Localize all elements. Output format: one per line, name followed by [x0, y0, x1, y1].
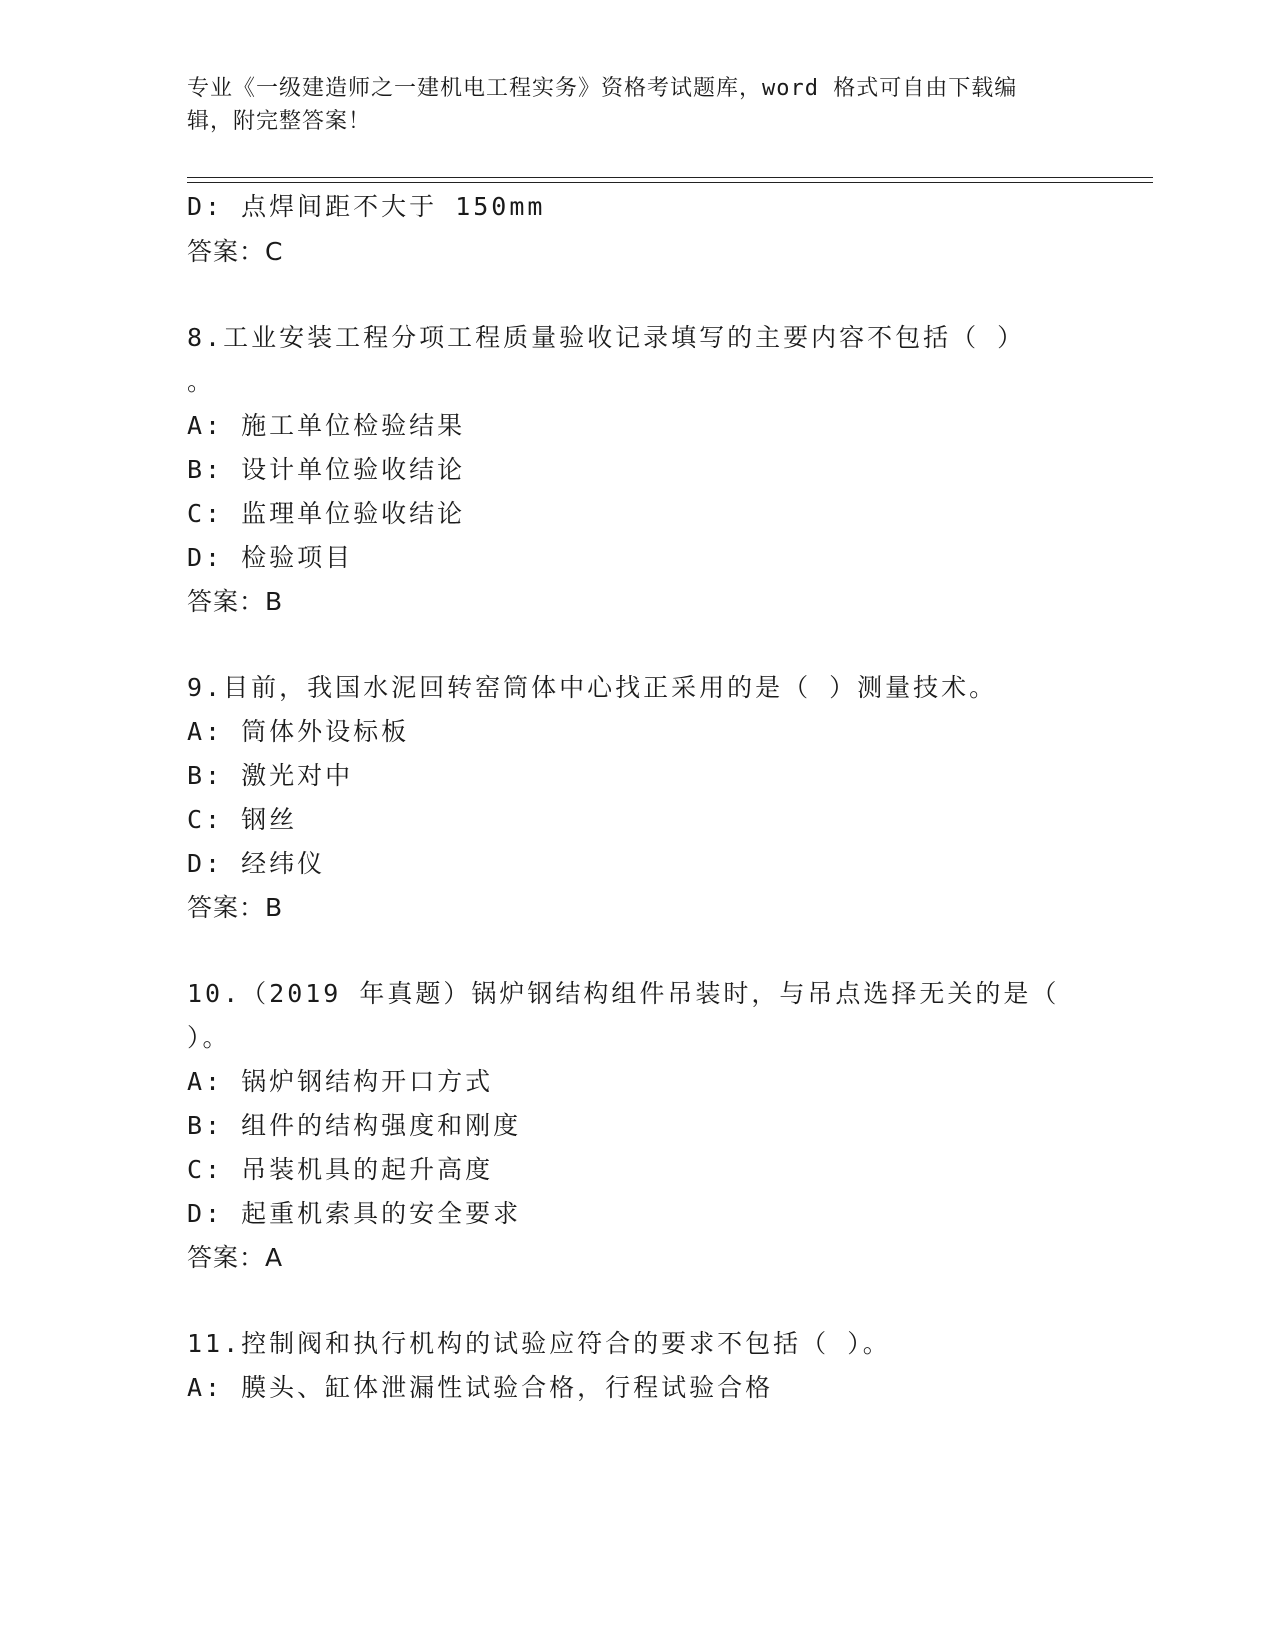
q10-option-c: C: 吊装机具的起升高度	[187, 1155, 494, 1184]
q9-option-c: C: 钢丝	[187, 805, 298, 834]
q10-stem-line-1: 10.（2019 年真题）锅炉钢结构组件吊装时，与吊点选择无关的是（	[187, 979, 1060, 1008]
prev-option-d: D: 点焊间距不大于 150mm	[187, 192, 546, 221]
q9-option-a: A: 筒体外设标板	[187, 717, 410, 746]
q11-stem-line-1: 11.控制阀和执行机构的试验应符合的要求不包括（ ）。	[187, 1329, 891, 1358]
q8-option-b: B: 设计单位验收结论	[187, 455, 466, 484]
q10-answer: 答案：A	[187, 1243, 284, 1272]
prev-answer: 答案：C	[187, 237, 284, 266]
q10-stem-line-2: ）。	[187, 1023, 231, 1052]
q9-answer: 答案：B	[187, 893, 284, 922]
q8-stem-line-2: 。	[187, 367, 216, 396]
q11-option-a: A: 膜头、缸体泄漏性试验合格，行程试验合格	[187, 1373, 774, 1402]
q10-option-b: B: 组件的结构强度和刚度	[187, 1111, 522, 1140]
header-line-2: 辑，附完整答案！	[187, 109, 372, 134]
q8-option-d: D: 检验项目	[187, 543, 354, 572]
q8-answer: 答案：B	[187, 587, 284, 616]
q8-option-c: C: 监理单位验收结论	[187, 499, 466, 528]
header-divider-top	[187, 177, 1153, 178]
q9-stem-line-1: 9.目前，我国水泥回转窑筒体中心找正采用的是（ ）测量技术。	[187, 673, 998, 702]
q8-stem-line-1: 8.工业安装工程分项工程质量验收记录填写的主要内容不包括（ ）	[187, 323, 1026, 352]
q10-option-d: D: 起重机索具的安全要求	[187, 1199, 522, 1228]
q10-option-a: A: 锅炉钢结构开口方式	[187, 1067, 494, 1096]
header-line-1: 专业《一级建造师之一建机电工程实务》资格考试题库，word 格式可自由下载编	[187, 76, 1018, 101]
q9-option-d: D: 经纬仪	[187, 849, 326, 878]
q9-option-b: B: 激光对中	[187, 761, 354, 790]
page-header	[187, 72, 1067, 138]
header-divider-bottom	[187, 182, 1153, 183]
q8-option-a: A: 施工单位检验结果	[187, 411, 466, 440]
